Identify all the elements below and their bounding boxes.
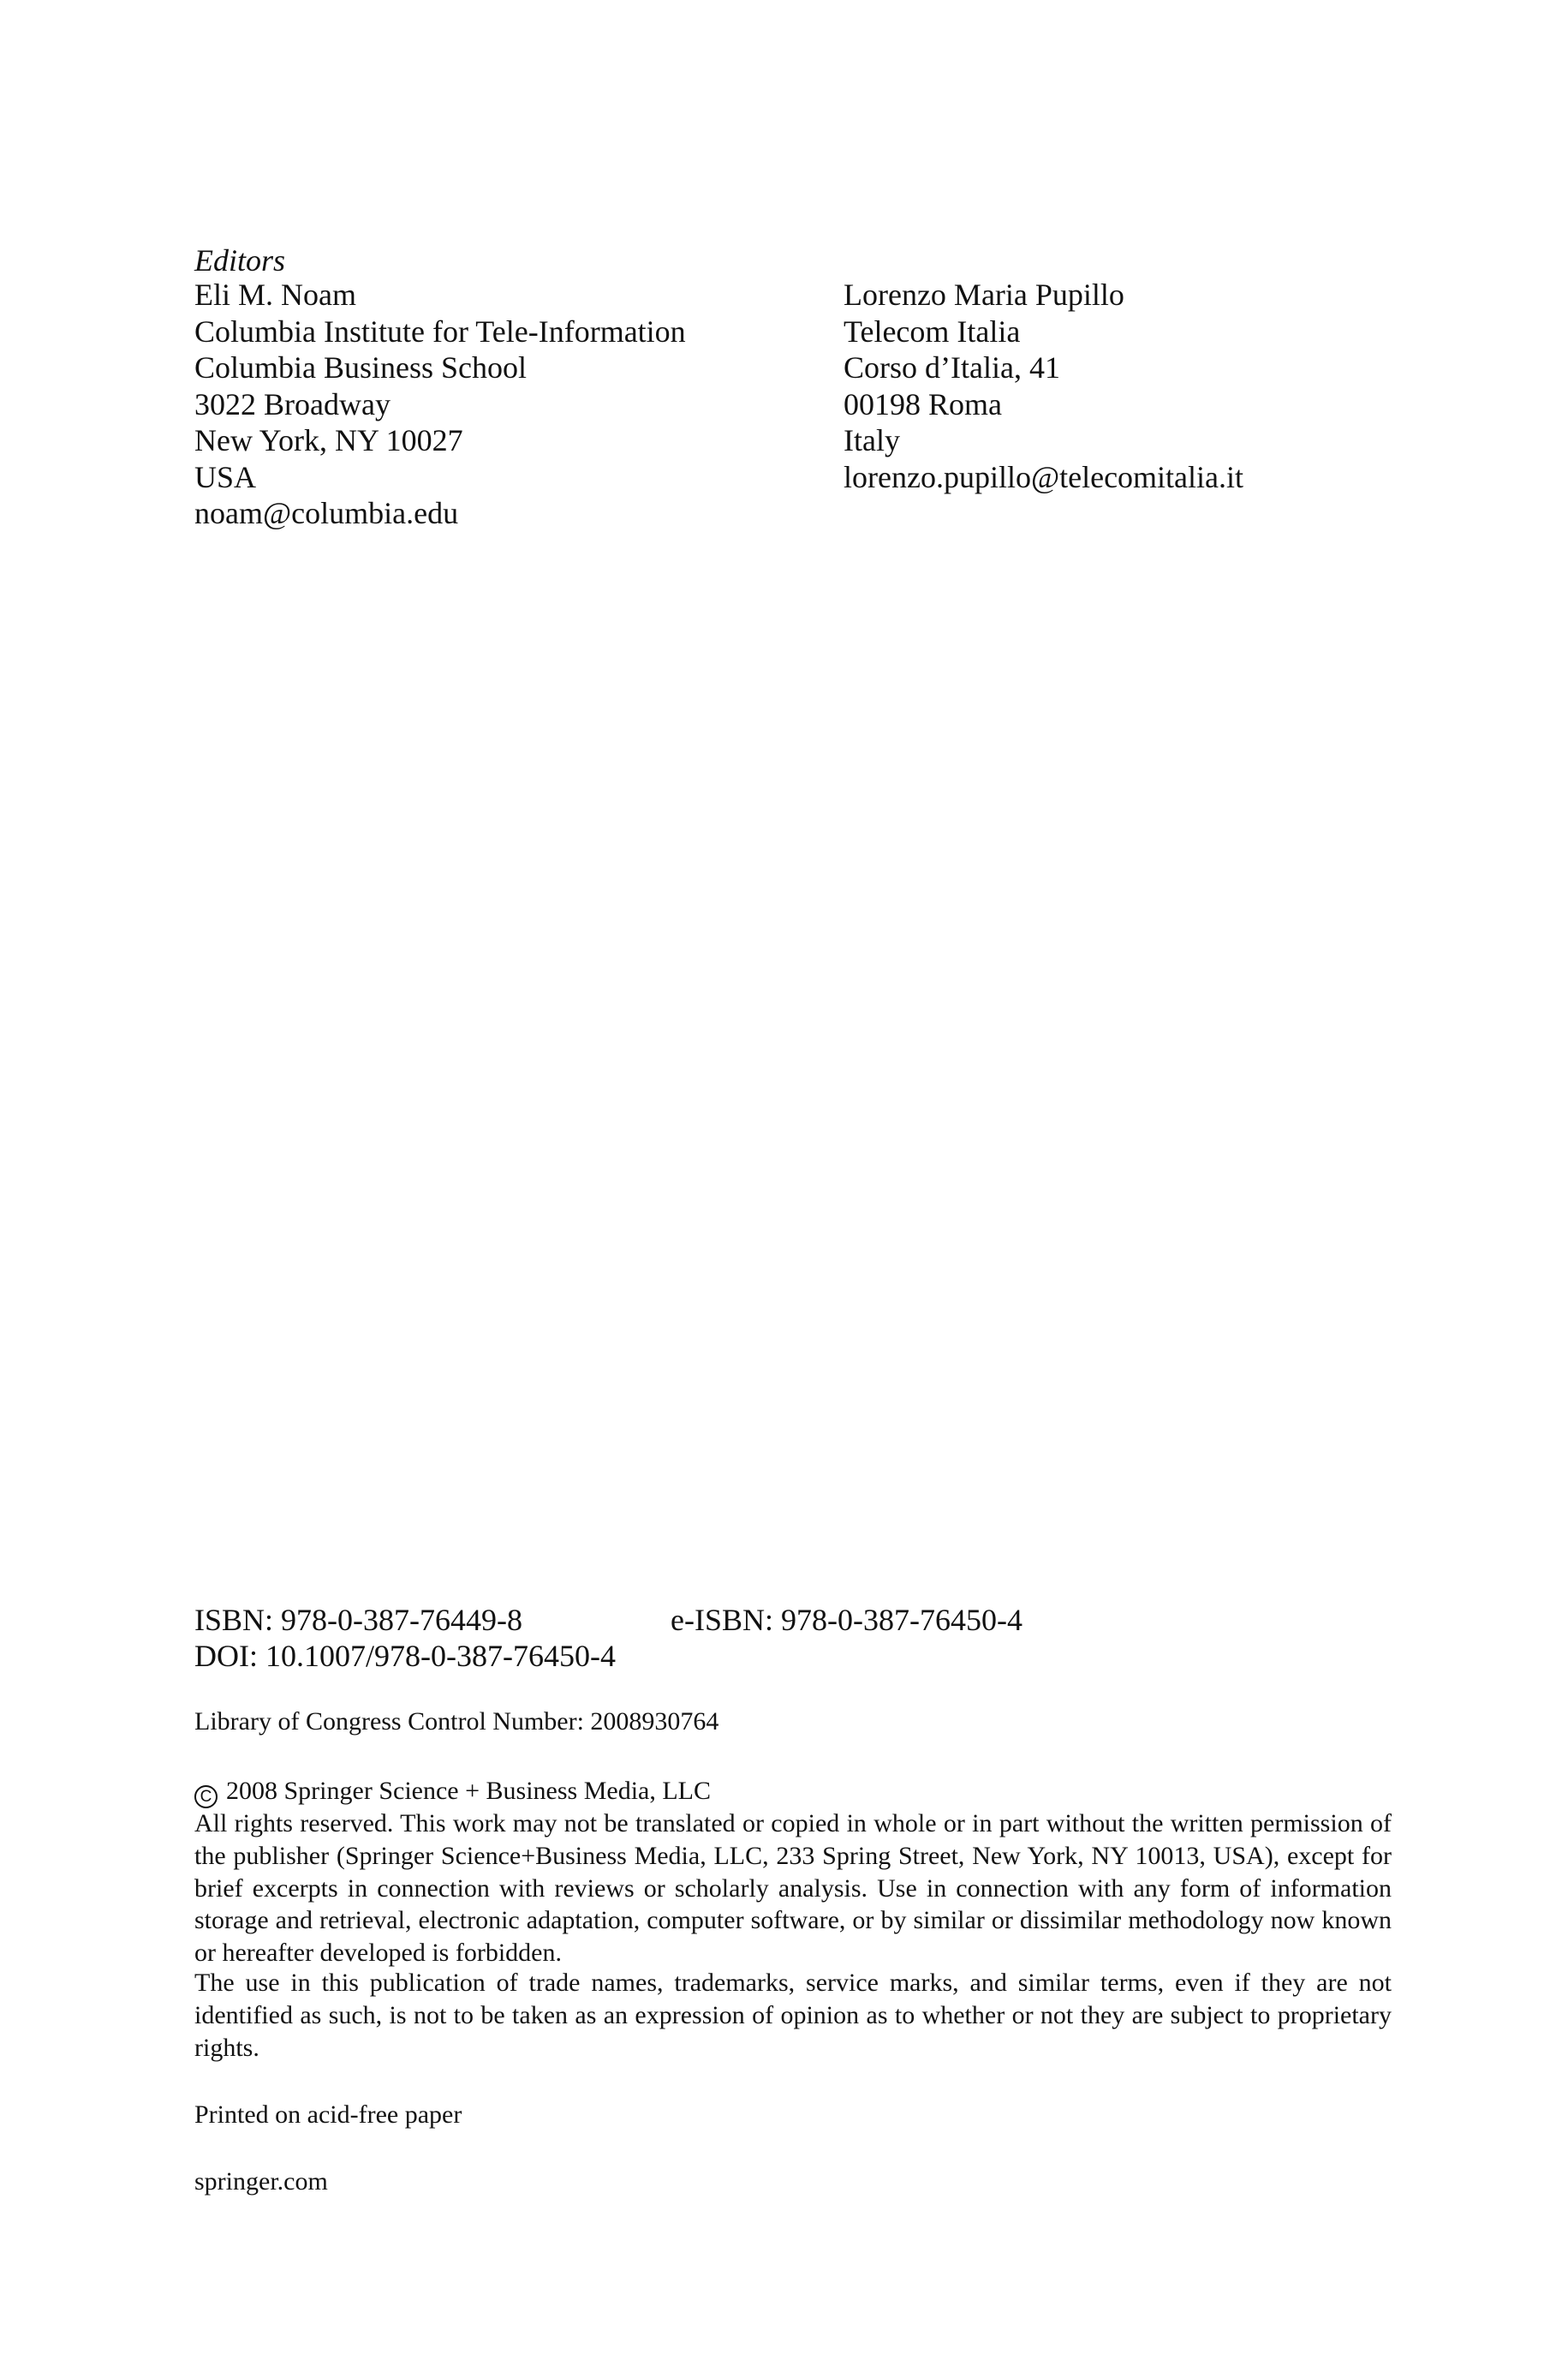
editor-affiliation: Telecom Italia	[844, 314, 1021, 349]
editor-name: Eli M. Noam	[194, 278, 356, 312]
editors-heading: Editors	[194, 243, 286, 278]
editor-country: USA	[194, 459, 257, 494]
editor-street: 3022 Broadway	[194, 386, 391, 421]
editor-email[interactable]: noam@columbia.edu	[194, 496, 459, 530]
doi: DOI: 10.1007/978-0-387-76450-4	[194, 1639, 616, 1673]
e-isbn: e-ISBN: 978-0-387-76450-4	[671, 1603, 1022, 1637]
editor-address-pupillo	[844, 277, 1243, 495]
editor-name: Lorenzo Maria Pupillo	[844, 278, 1124, 312]
copyright-line	[194, 1775, 711, 1808]
library-of-congress-number: Library of Congress Control Number: 2008930764	[194, 1707, 719, 1736]
editor-email[interactable]: lorenzo.pupillo@telecomitalia.it	[844, 459, 1244, 494]
trademark-statement: The use in this publication of trade names, trademarks, service marks, and similar terms, even if they are not identified as such, is not to be taken as an expression of opinion as to whether or not they are subject to proprietary rights.	[194, 1969, 1392, 2062]
editor-affiliation: Columbia Institute for Tele-Information	[194, 314, 686, 349]
editor-city: 00198 Roma	[844, 386, 1002, 421]
isbn: ISBN: 978-0-387-76449-8	[194, 1603, 522, 1637]
copyright-icon: C	[194, 1785, 218, 1808]
rights-statement: All rights reserved. This work may not be translated or copied in whole or in part without the written permission of the publisher (Springer Science+Business Media, LLC, 233 Spring Street, New York, NY 10013, USA), except for brief excerpts in connection with reviews or scholarly analysis. Use in connection with any form of information storage and retrieval, electronic adaptation, computer software, or by similar or dissimilar methodology now known or hereafter developed is forbidden.	[194, 1809, 1392, 1968]
isbn-row	[194, 1602, 1022, 1639]
printing-note: Printed on acid-free paper	[194, 2100, 462, 2129]
editor-school: Columbia Business School	[194, 350, 528, 385]
editor-country: Italy	[844, 423, 900, 457]
publisher-website[interactable]: springer.com	[194, 2167, 328, 2196]
editor-city: New York, NY 10027	[194, 423, 463, 457]
editor-street: Corso d’Italia, 41	[844, 350, 1060, 385]
copyright-text: 2008 Springer Science + Business Media, LLC	[226, 1777, 712, 1805]
editor-address-noam	[194, 277, 686, 532]
